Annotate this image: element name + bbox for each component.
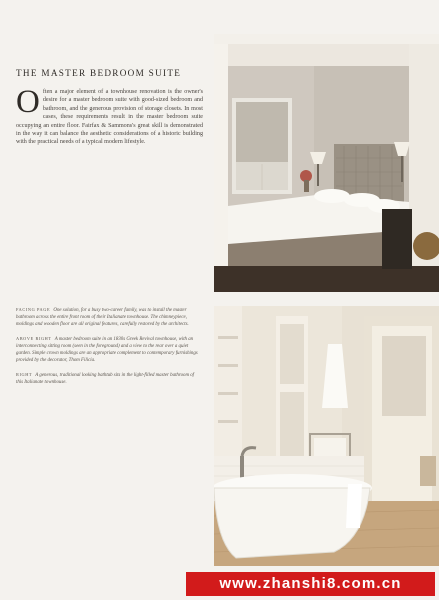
intro-text: ften a major element of a townhouse renovation is the owner's desire for a master bedroom suite with good-sized bedroom and bathroom, and the generous provision of storage closets. In most cases, these requirements result in the master bedroom suite occupying an entire floor. Fairfax & Sammons's great skill is demonstrated in the way it can balance the aesthetic considerations of a historic building with the practical needs of a typical modern lifestyle. [16, 89, 203, 146]
caption-text: A generous, traditional looking bathtub sits in the light-filled master bathroom of this Italianate townhouse. [16, 373, 195, 385]
captions [16, 306, 201, 393]
caption-label: FACING PAGE [16, 307, 51, 312]
caption-above-right [16, 335, 201, 364]
intro-paragraph [16, 84, 203, 147]
watermark-banner: www.zhanshi8.com.cn [186, 572, 435, 596]
drop-cap: O [16, 84, 40, 120]
caption-text: A master bedroom suite in an 1830s Greek Revival townhouse, with an interconnecting sitting room (seen in the foreground) and a view to the rear over a quiet garden. Simple crown moldings are an appropriate complement to contemporary furnishings provided by the decorator, Thom Filicia. [16, 337, 198, 363]
bathroom-photo [214, 306, 439, 566]
caption-label: RIGHT [16, 372, 33, 377]
caption-text: One solution, for a busy two-career family, was to install the master bathroom across the entire front room of their Italianate townhouse. The chimneypiece, moldings and wooden floor are all original features, carefully restored by the architects. [16, 308, 189, 327]
caption-right [16, 371, 201, 386]
bedroom-photo [214, 34, 439, 292]
caption-facing-page [16, 306, 201, 328]
section-title: THE MASTER BEDROOM SUITE [16, 68, 182, 78]
caption-label: ABOVE RIGHT [16, 336, 52, 341]
